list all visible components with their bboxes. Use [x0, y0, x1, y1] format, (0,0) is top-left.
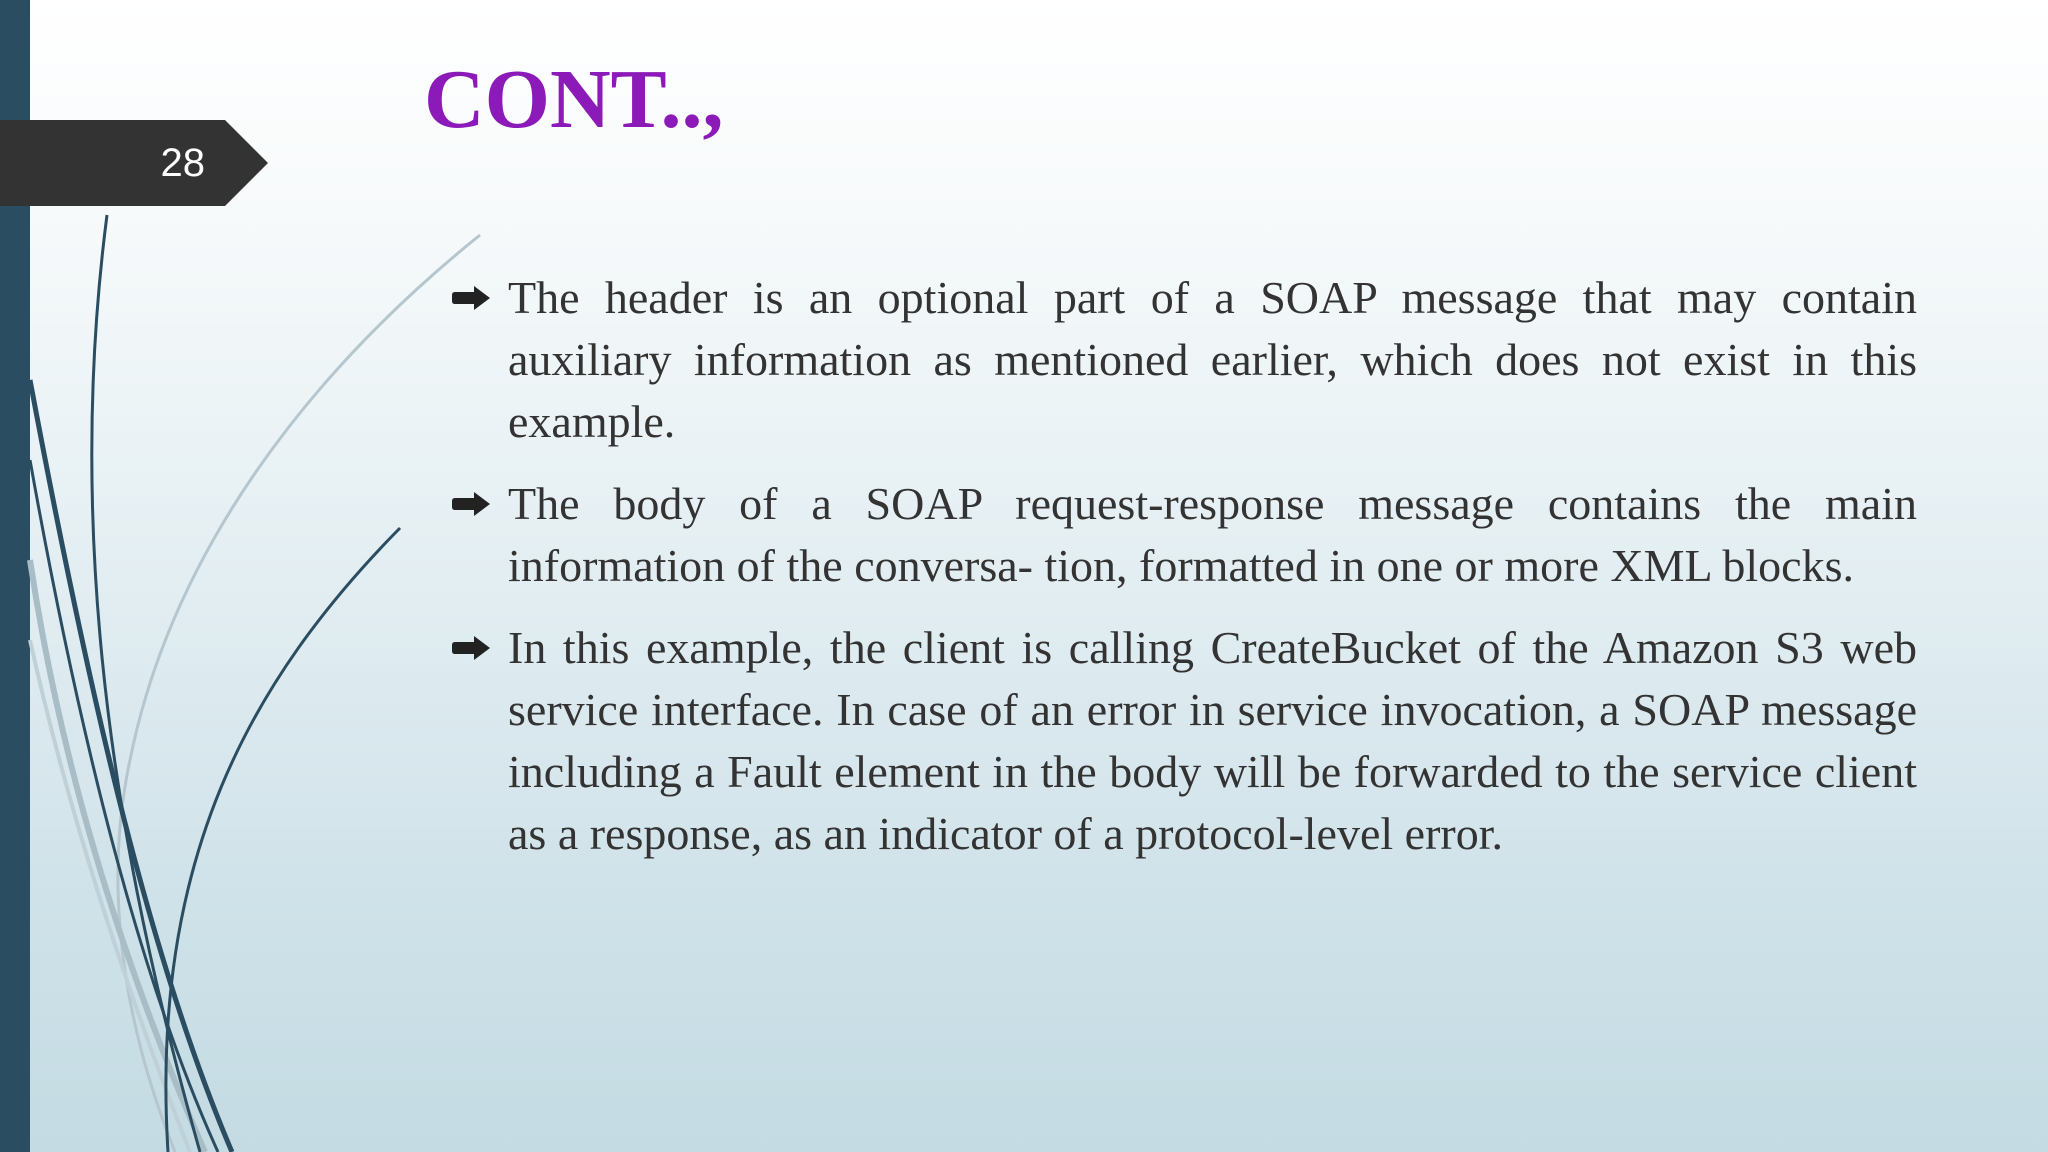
page-number-tab — [0, 120, 268, 206]
bullet-item — [452, 617, 1917, 865]
slide-title: CONT.., — [424, 53, 724, 146]
swoosh-dark-2 — [166, 528, 400, 1152]
bullet-item — [452, 267, 1917, 453]
bullet-text: The header is an optional part of a SOAP message that may contain auxiliary information as mentioned earlier, which does not exist in this example. — [508, 272, 1917, 447]
bullet-item — [452, 473, 1917, 597]
bullet-text: In this example, the client is calling CreateBucket of the Amazon S3 web service interface. In case of an error in service invocation, a SOAP message including a Fault element in the body will be forwarded to the service client as a response, as an indicator of a protocol-level error. — [508, 622, 1917, 859]
page-number: 28 — [160, 141, 205, 185]
swoosh-light-1 — [118, 235, 480, 1152]
arrow-bullet-icon — [452, 286, 490, 310]
arrow-bullet-icon — [452, 636, 490, 660]
bullet-text: The body of a SOAP request-response message contains the main information of the conversa- tion, formatted in one or more XML blocks. — [508, 478, 1917, 591]
arrow-bullet-icon — [452, 492, 490, 516]
bullet-list — [452, 267, 1917, 885]
